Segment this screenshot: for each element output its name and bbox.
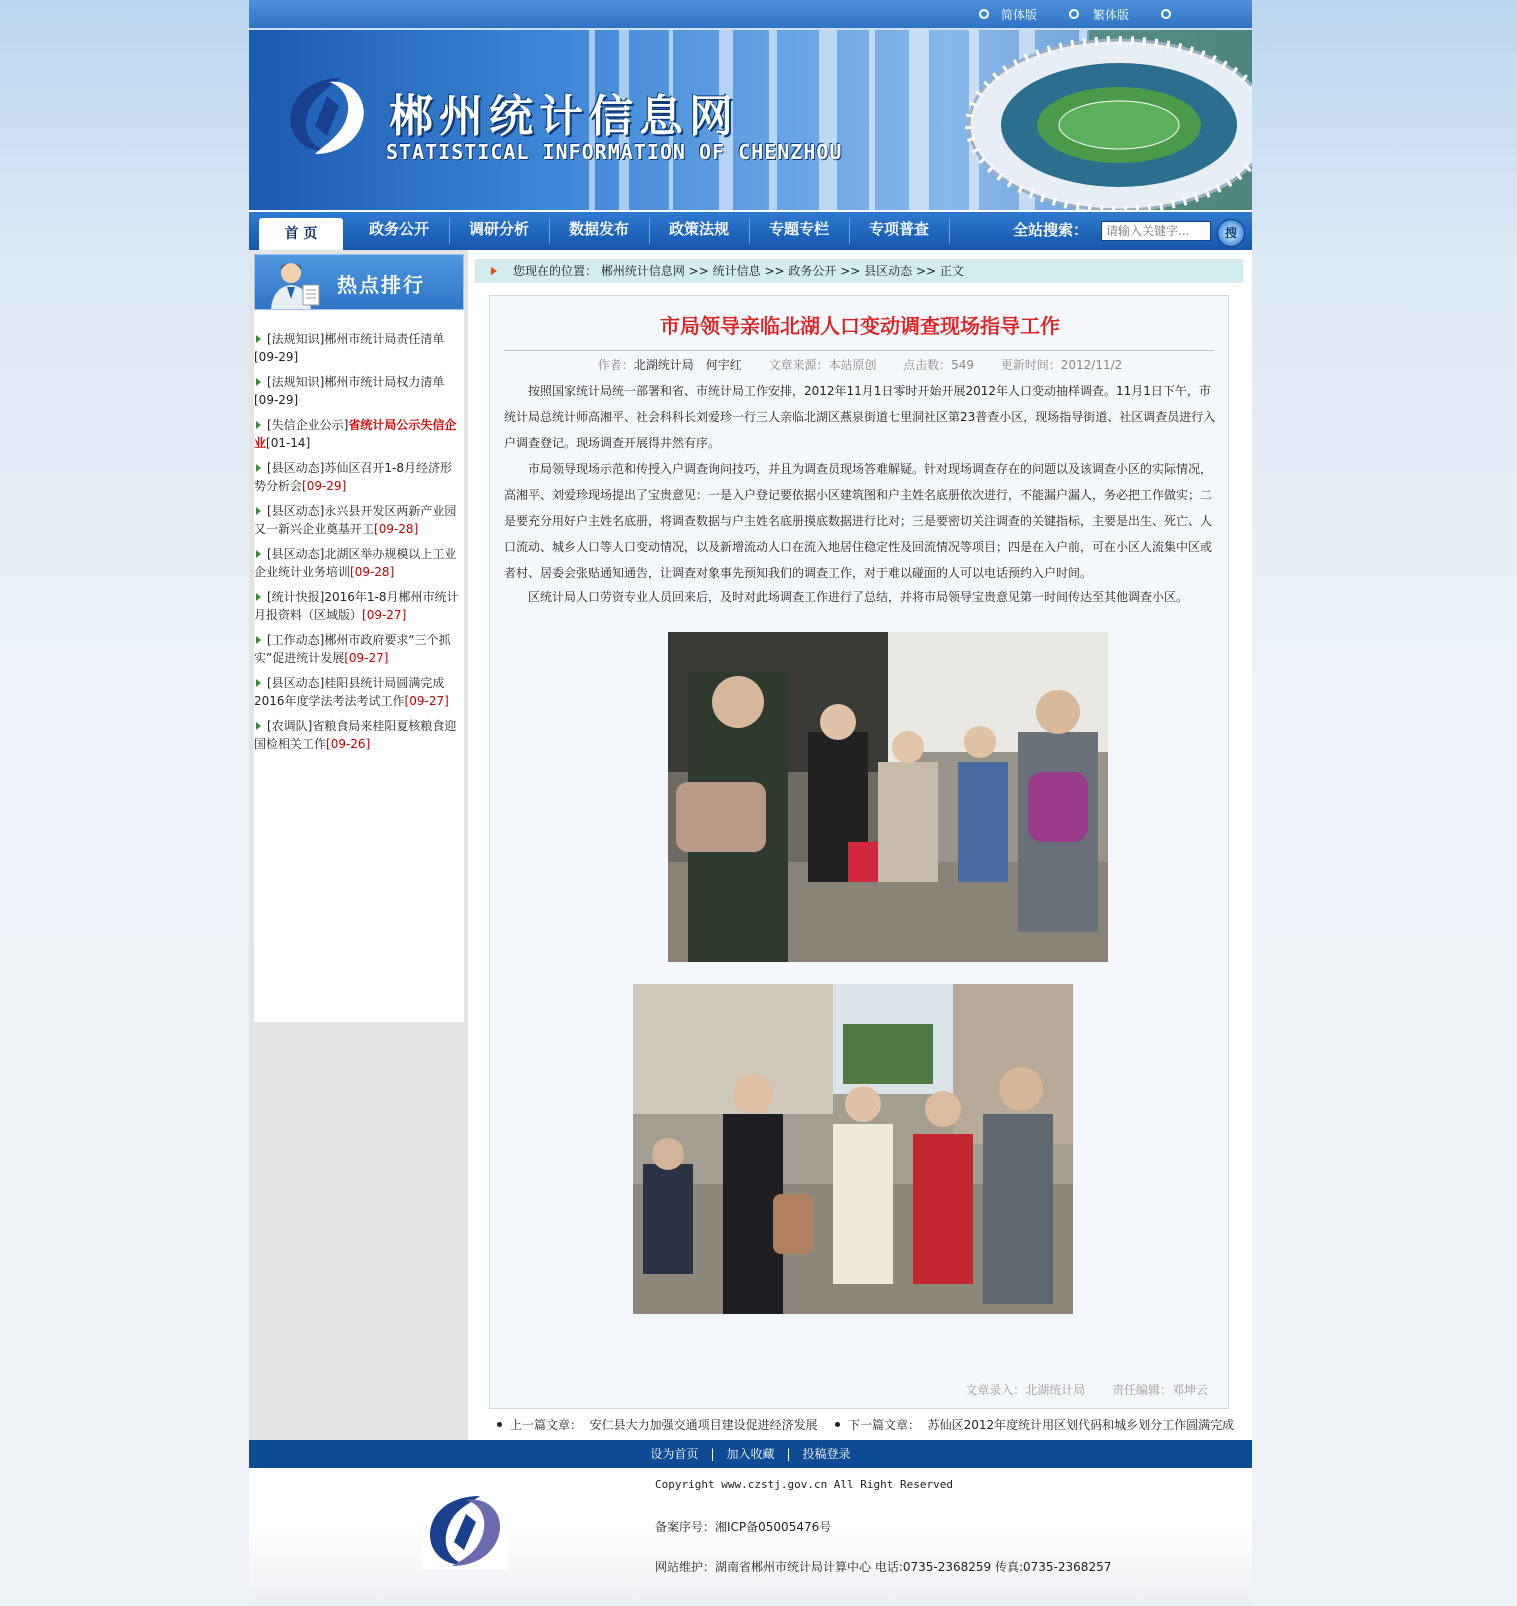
paragraph: 按照国家统计局统一部署和省、市统计局工作安排，2012年11月1日零时开始开展2012年人口变动抽样调查。11月1日下午，市统计局总统计师高湘平、社会科科长刘爱珍一行三人亲临北湖区燕泉街道七里洞社区第23普查小区，现场指导街道、社区调查员进行入户调查登记。现场调查开展得井然有序。	[504, 384, 1216, 450]
list-item[interactable]: [县区动态]北湖区举办规模以上工业企业统计业务培训[09-28]	[254, 547, 457, 579]
hot-ranking-header	[254, 254, 464, 310]
breadcrumb-county[interactable]: 县区动态	[864, 264, 913, 278]
search-label: 全站搜索：	[1013, 221, 1089, 239]
prev-article-link[interactable]: 安仁县大力加强交通项目建设促进经济发展	[589, 1418, 818, 1432]
arrow-icon	[491, 267, 497, 275]
nav-item-census[interactable]: 专项普查	[868, 220, 929, 238]
breadcrumb-home[interactable]: 郴州统计信息网	[600, 264, 685, 278]
site-subtitle: STATISTICAL INFORMATION OF CHENZHOU	[386, 140, 843, 164]
set-homepage-link[interactable]: 设为首页	[650, 1447, 699, 1461]
traditional-link[interactable]: 繁体版	[1093, 8, 1130, 22]
footer	[249, 1468, 1252, 1606]
article	[489, 295, 1229, 1409]
breadcrumb-gov[interactable]: 政务公开	[788, 264, 837, 278]
breadcrumb-stats[interactable]: 统计信息	[712, 264, 761, 278]
nav-item-home[interactable]: 首 页	[259, 218, 343, 250]
paragraph: 市局领导现场示范和传授入户调查询问技巧，并且为调查员现场答难解疑。针对现场调查存在的问题以及该调查小区的实际情况，高湘平、刘爱珍现场提出了宝贵意见：一是入户登记要依据小区建筑图和户主姓名底册依次进行，不能漏户漏人，务必把工作做实；二是要充分用好户主姓名底册，将调查数据与户主姓名底册摸底数据进行比对；三是要密切关注调查的关键指标，主要是出生、死亡、人口流动、城乡人口等人口变动情况，以及新增流动人口在流入地居住稳定性及回流情况等项目；四是在入户前，可在小区人流集中区或者村、居委会张贴通知通告，让调查对象事先预知我们的调查工作，对于难以碰面的人可以电话预约入户时间。	[504, 462, 1213, 580]
arrow-icon	[256, 722, 261, 730]
copyright-text: Copyright www.czstj.gov.cn All Right Reserved	[655, 1478, 954, 1491]
bullet-icon	[979, 9, 989, 19]
stadium-image	[889, 30, 1252, 210]
arrow-icon	[256, 421, 261, 429]
list-item[interactable]: [工作动态]郴州市政府要求“三个抓实”促进统计发展[09-27]	[254, 633, 451, 665]
hot-list	[254, 310, 464, 1022]
editor-credit: 责任编辑：邓坤云	[1111, 1383, 1208, 1397]
bullet-icon	[835, 1422, 840, 1427]
divider	[504, 350, 1214, 351]
site-title: 郴州统计信息网	[389, 91, 739, 142]
main-nav	[249, 212, 1252, 250]
breadcrumb-prefix: 您现在的位置：	[513, 264, 598, 278]
arrow-icon	[256, 550, 261, 558]
article-photo	[668, 632, 1108, 962]
nav-item-policy[interactable]: 政策法规	[668, 220, 729, 238]
simplified-link[interactable]: 简体版	[1001, 8, 1038, 22]
add-favorite-link[interactable]: 加入收藏	[726, 1447, 775, 1461]
nav-item-research[interactable]: 调研分析	[468, 220, 529, 238]
nav-item-government[interactable]: 政务公开	[368, 220, 429, 238]
list-item[interactable]: [失信企业公示]省统计局公示失信企业[01-14]	[254, 418, 457, 450]
page-wrapper	[249, 0, 1252, 1606]
article-meta: 作者：北湖统计局 何宇红 文章来源：本站原创 点击数：549 更新时间：2012/11/2	[597, 358, 1123, 372]
arrow-icon	[256, 464, 261, 472]
arrow-icon	[256, 378, 261, 386]
site-logo-icon	[281, 70, 373, 162]
footer-logo-icon	[422, 1490, 508, 1570]
top-bar	[249, 0, 1252, 30]
submission-login-link[interactable]: 投稿登录	[802, 1447, 851, 1461]
list-item[interactable]: [法规知识]郴州市统计局责任清单 [09-29]	[254, 332, 445, 364]
next-article-link[interactable]: 苏仙区2012年度统计用区划代码和城乡划分工作圆满完成	[927, 1418, 1235, 1432]
list-item[interactable]: [农调队]省粮食局来桂阳夏核粮食迎国检相关工作[09-26]	[254, 719, 457, 751]
arrow-icon	[256, 636, 261, 644]
person-icon	[267, 259, 323, 309]
search-input[interactable]	[1101, 221, 1211, 241]
prev-next-links: 上一篇文章： 安仁县大力加强交通项目建设促进经济发展 下一篇文章： 苏仙区2012年度统计用区划代码和城乡划分工作圆满完成	[495, 1416, 1255, 1433]
nav-item-topics[interactable]: 专题专栏	[768, 220, 829, 238]
sidebar	[249, 250, 468, 1440]
entry-credit: 文章录入：北湖统计局	[965, 1383, 1086, 1397]
article-credits	[965, 1381, 1208, 1398]
breadcrumb: 您现在的位置： 郴州统计信息网 >> 统计信息 >> 政务公开 >> 县区动态 >> 正文	[475, 259, 1243, 283]
footer-links: 设为首页 | 加入收藏 | 投稿登录	[249, 1440, 1252, 1468]
article-title: 市局领导亲临北湖人口变动调查现场指导工作	[660, 314, 1060, 338]
hot-ranking-title: 热点排行	[337, 273, 425, 297]
arrow-icon	[256, 679, 261, 687]
arrow-icon	[256, 335, 261, 343]
paragraph: 区统计局人口劳资专业人员回来后，及时对此场调查工作进行了总结，并将市局领导宝贵意见第一时间传达至其他调查小区。	[528, 590, 1189, 604]
bullet-icon	[1069, 9, 1079, 19]
list-item[interactable]: [统计快报]2016年1-8月郴州市统计月报资料（区域版）[09-27]	[254, 590, 459, 622]
breadcrumb-current: 正文	[939, 264, 964, 278]
nav-item-data-release[interactable]: 数据发布	[568, 220, 629, 238]
maintainer-text: 网站维护：湖南省郴州市统计局计算中心 电话:0735-2368259 传真:0735-2368257	[655, 1560, 1112, 1574]
list-item[interactable]: [县区动态]桂阳县统计局圆满完成2016年度学法考法考试工作[09-27]	[254, 676, 449, 708]
arrow-icon	[256, 507, 261, 515]
arrow-icon	[256, 593, 261, 601]
icp-text: 备案序号：湘ICP备05005476号	[655, 1520, 832, 1534]
bullet-icon	[1161, 9, 1171, 19]
list-item[interactable]: [县区动态]永兴县开发区两新产业园又一新兴企业奠基开工[09-28]	[254, 504, 457, 536]
bullet-icon	[497, 1422, 502, 1427]
list-item[interactable]: [县区动态]苏仙区召开1-8月经济形势分析会[09-29]	[254, 461, 452, 493]
list-item[interactable]: [法规知识]郴州市统计局权力清单 [09-29]	[254, 375, 445, 407]
site-banner	[249, 30, 1252, 210]
search-button[interactable]: 搜	[1217, 219, 1245, 247]
article-photo	[633, 984, 1073, 1314]
